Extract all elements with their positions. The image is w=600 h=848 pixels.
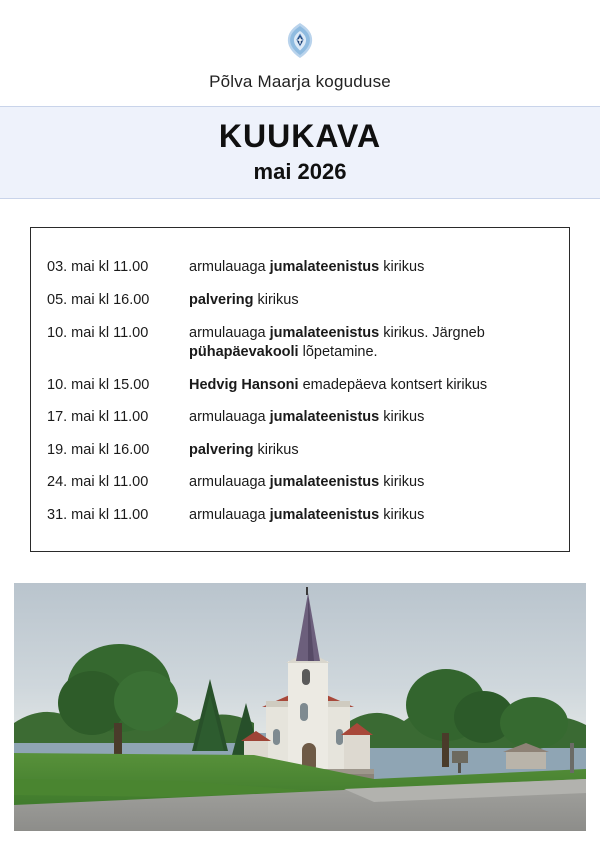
event-text: armulauaga <box>189 474 270 491</box>
event-date: 19. mai kl 16.00 <box>47 441 150 458</box>
event-description <box>189 408 438 428</box>
church-photo <box>14 583 586 831</box>
event-keyword: pühapäevakooli <box>189 344 299 361</box>
event-keyword: jumalateenistus <box>269 506 380 523</box>
event-description <box>189 291 313 311</box>
event-keyword: Hedvig Hansoni <box>189 376 299 393</box>
congregation-name: Põlva Maarja koguduse <box>209 72 391 91</box>
schedule-event-row <box>31 506 569 526</box>
title-band <box>0 106 600 199</box>
event-description <box>189 324 569 363</box>
event-description <box>189 506 438 526</box>
event-text: lõpetamine. <box>298 344 378 361</box>
event-text: emadepäeva kontsert kirikus <box>298 376 488 393</box>
event-description <box>189 441 313 461</box>
event-date: 10. mai kl 15.00 <box>47 376 150 393</box>
event-date: 31. mai kl 11.00 <box>47 506 149 523</box>
event-text: kirikus <box>253 291 299 308</box>
event-text: kirikus <box>379 474 425 491</box>
event-keyword: jumalateenistus <box>269 324 380 341</box>
event-date: 24. mai kl 11.00 <box>47 474 149 491</box>
event-keyword: palvering <box>189 291 254 308</box>
event-description <box>189 473 438 493</box>
event-text: kirikus <box>379 506 425 523</box>
luther-rose-icon <box>278 19 322 63</box>
schedule-event-row <box>31 258 569 278</box>
event-date: 17. mai kl 11.00 <box>47 409 149 426</box>
schedule-box <box>30 227 570 552</box>
page-subtitle: mai 2026 <box>253 159 347 185</box>
event-description <box>189 376 501 396</box>
event-text: armulauaga <box>189 409 270 426</box>
event-date: 05. mai kl 16.00 <box>47 291 150 308</box>
event-keyword: jumalateenistus <box>269 474 380 491</box>
event-date: 03. mai kl 11.00 <box>47 259 149 276</box>
event-keyword: jumalateenistus <box>269 409 380 426</box>
event-date: 10. mai kl 11.00 <box>47 324 149 341</box>
event-text: armulauaga <box>189 324 270 341</box>
event-description <box>189 258 438 278</box>
event-text: kirikus <box>253 441 299 458</box>
event-text: kirikus <box>379 259 425 276</box>
schedule-event-row <box>31 324 569 363</box>
schedule-event-row <box>31 441 569 461</box>
event-keyword: palvering <box>189 441 254 458</box>
event-keyword: jumalateenistus <box>269 259 380 276</box>
event-text: armulauaga <box>189 506 270 523</box>
event-text: kirikus <box>379 409 425 426</box>
schedule-event-row <box>31 376 569 396</box>
schedule-event-row <box>31 291 569 311</box>
logo-container <box>0 0 600 66</box>
schedule-event-row <box>31 473 569 493</box>
schedule-event-row <box>31 408 569 428</box>
event-text: armulauaga <box>189 259 270 276</box>
page-title: KUUKAVA <box>218 118 382 154</box>
event-text: kirikus. Järgneb <box>379 324 485 341</box>
